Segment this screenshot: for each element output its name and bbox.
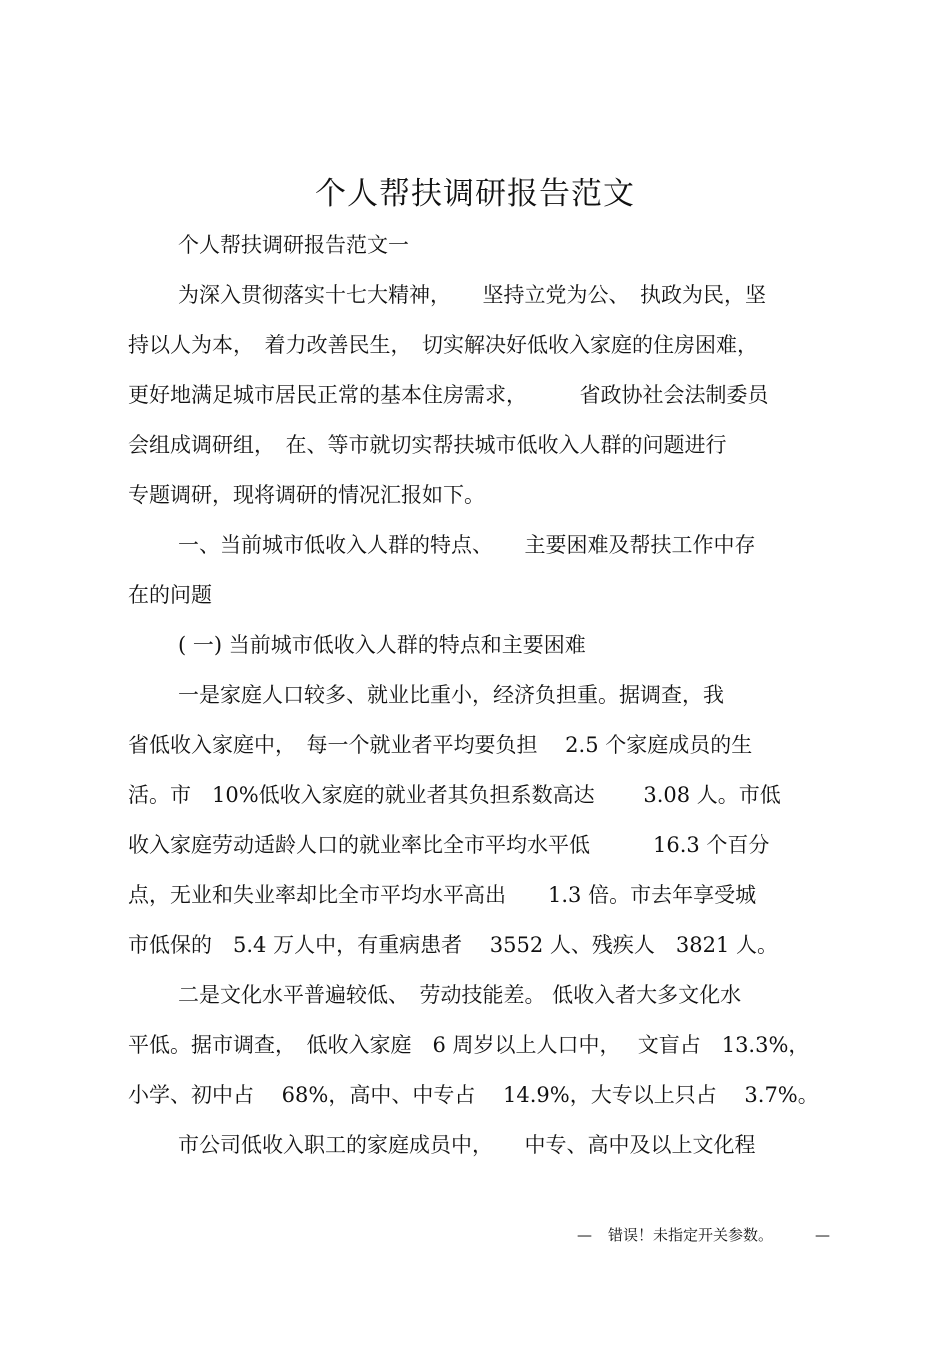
paragraph-line: 二是文化水平普遍较低、 劳动技能差。 低收入者大多文化水: [178, 983, 742, 1007]
paragraph-line: 一是家庭人口较多、就业比重小，经济负担重。据调查，我: [178, 683, 724, 707]
section-heading: 个人帮扶调研报告范文一: [178, 233, 409, 257]
document-title: 个人帮扶调研报告范文: [315, 176, 635, 212]
paragraph-line: 平低。据市调查， 低收入家庭 6 周岁以上人口中， 文盲占 13.3%，: [128, 1033, 810, 1057]
paragraph-line: 市低保的 5.4 万人中，有重病患者 3552 人、残疾人 3821 人。: [128, 933, 778, 957]
footer-text: 错误！未指定开关参数。: [608, 1226, 774, 1244]
paragraph-line: 专题调研，现将调研的情况汇报如下。: [128, 483, 485, 507]
paragraph-line: 省低收入家庭中， 每一个就业者平均要负担 2.5 个家庭成员的生: [128, 733, 753, 757]
heading-line: 一、当前城市低收入人群的特点、 主要困难及帮扶工作中存: [178, 533, 756, 557]
paragraph-line: 为深入贯彻落实十七大精神， 坚持立党为公、 执政为民，坚: [178, 283, 766, 307]
paragraph-line: 点，无业和失业率却比全市平均水平高出 1.3 倍。市去年享受城: [128, 883, 757, 907]
paragraph-line: 市公司低收入职工的家庭成员中， 中专、高中及以上文化程: [178, 1133, 756, 1157]
paragraph-line: 小学、初中占 68%，高中、中专占 14.9%，大专以上只占 3.7%。: [128, 1083, 819, 1107]
paragraph-line: 收入家庭劳动适龄人口的就业率比全市平均水平低 16.3 个百分: [128, 833, 770, 857]
paragraph-line: 会组成调研组， 在、等市就切实帮扶城市低收入人群的问题进行: [128, 433, 727, 457]
heading-line: 在的问题: [128, 583, 212, 607]
paragraph-line: 持以人为本， 着力改善民生， 切实解决好低收入家庭的住房困难，: [128, 333, 758, 357]
subheading-line: ( 一) 当前城市低收入人群的特点和主要困难: [178, 633, 586, 657]
paragraph-line: 更好地满足城市居民正常的基本住房需求， 省政协社会法制委员: [128, 383, 769, 407]
paragraph-line: 活。市 10%低收入家庭的就业者其负担系数高达 3.08 人。市低: [128, 783, 781, 807]
footer-left-dash: —: [577, 1226, 592, 1244]
footer-right-dash: —: [815, 1226, 830, 1244]
